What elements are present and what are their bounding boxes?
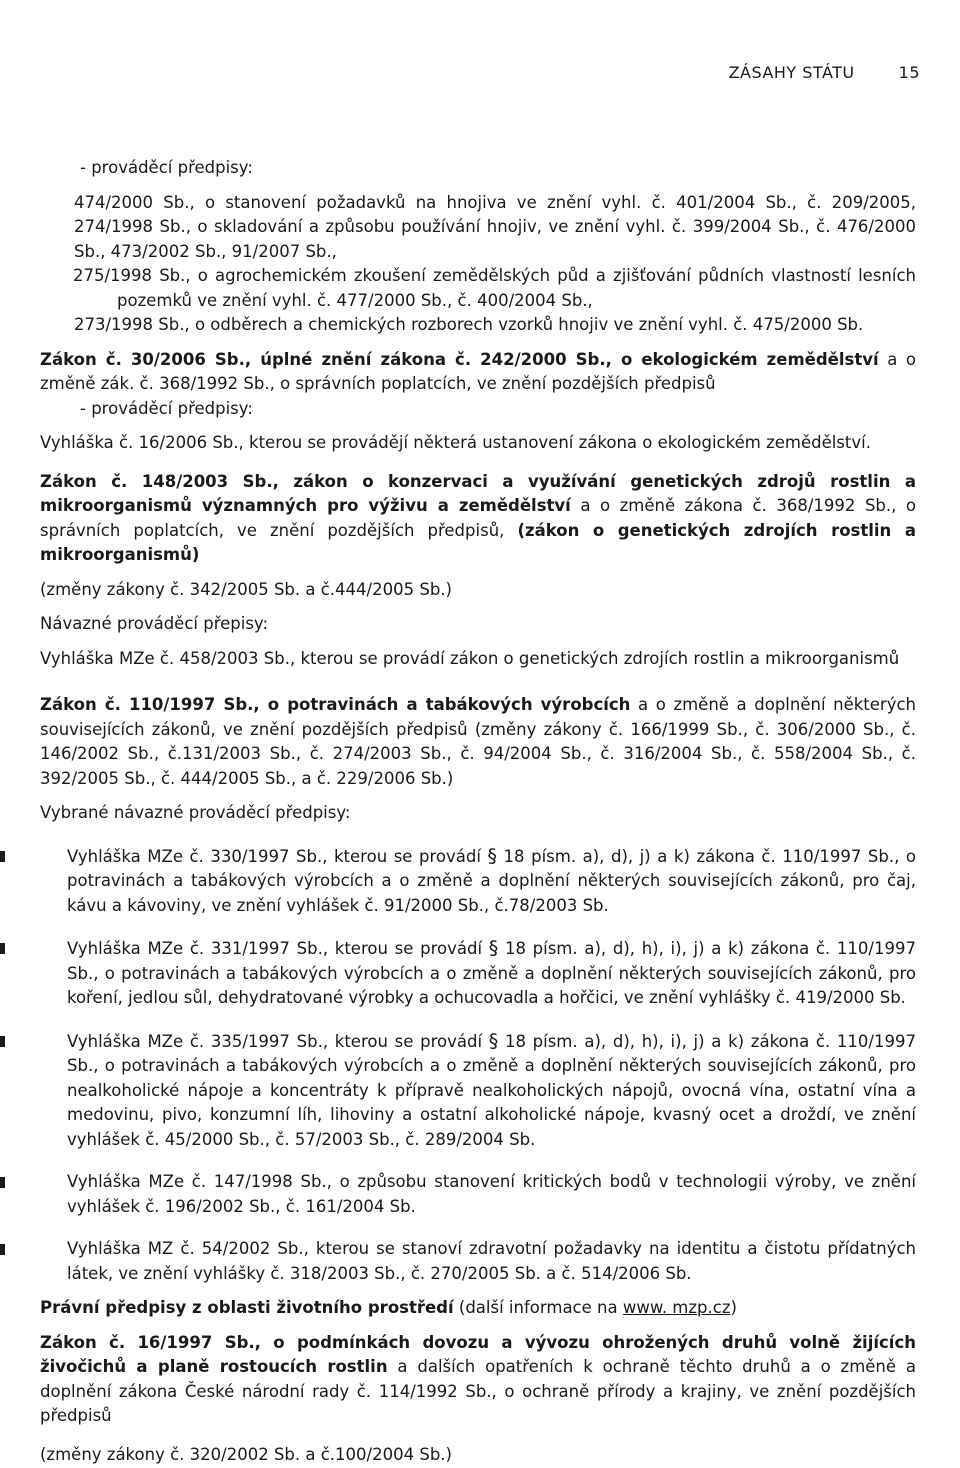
section-heading-title: Právní předpisy z oblasti životního prostředí <box>40 1298 454 1317</box>
paragraph-275-1998: 275/1998 Sb., o agrochemickém zkoušení zemědělských půd a zjišťování půdních vlastností lesních pozemků ve znění vyhl. č. 477/2000 Sb., č. 400/2004 Sb., <box>73 266 916 310</box>
list-item-text: Vyhláška MZe č. 147/1998 Sb., o způsobu stanovení kritických bodů v technologii výroby, ve znění vyhlášek č. 196/2002 Sb., č. 161/2004 Sb. <box>67 1172 916 1216</box>
dash-label-2: - prováděcí předpisy: <box>80 398 253 418</box>
zakon-16-1997-title: Zákon č. 16/1997 Sb., o podmínkách dovozu a vývozu ohrožených druhů volně žijících živočichů a planě rostoucích rostlin <box>40 1332 916 1376</box>
page-header <box>729 63 920 82</box>
bullet-marker <box>0 1177 5 1188</box>
list-item <box>40 1170 916 1219</box>
page-content <box>40 156 916 1467</box>
list-item <box>40 1237 916 1286</box>
vyhlaska-458-2003: Vyhláška MZe č. 458/2003 Sb., kterou se provádí zákon o genetických zdrojích rostlin a mikroorganismů <box>40 648 900 668</box>
paragraph-sign: § <box>488 1029 499 1052</box>
bullet-marker <box>0 851 5 862</box>
list-item-text: Vyhláška MZe č. 335/1997 Sb., kterou se provádí <box>67 1031 489 1051</box>
zakon-110-1997-title: Zákon č. 110/1997 Sb., o potravinách a tabákových výrobcích <box>40 695 631 714</box>
section-heading-environment <box>40 1296 916 1321</box>
mzp-link[interactable]: www. mzp.cz <box>622 1298 731 1317</box>
vybrane-label: Vybrané návazné prováděcí předpisy: <box>40 803 351 822</box>
zakon-148-2003 <box>40 470 916 568</box>
section-heading-text: (další informace na <box>453 1298 623 1317</box>
paragraph-sign: § <box>488 937 499 959</box>
vyhlaska-16-2006: Vyhláška č. 16/2006 Sb., kterou se provádějí některá ustanovení zákona o ekologickém zemědělství. <box>40 433 871 452</box>
zakon-30-2006 <box>40 348 916 397</box>
paragraph-sign: § <box>487 844 497 867</box>
bullet-marker <box>0 1036 5 1047</box>
page-number: 15 <box>898 63 920 82</box>
list-item-text: 18 písm. a), d), h), i), j) a k) zákona č. 110/1997 Sb., o potravinách a tabákových výrobcích a o změně a doplnění některých souvisejících zákonů, pro koření, jedlou sůl, dehydratované výrobky a ochucovadla a hořčici, ve znění vyhlášky č. 419/2000 Sb. <box>67 939 916 1007</box>
zakon-110-1997-text: a o změně a doplnění některých souvisejících zákonů, ve znění pozdějších předpisů (změny zákony č. 166/1999 Sb., č. 306/2000 Sb., č. 146/2002 Sb., č.131/2003 Sb., č. 274/2003 Sb., č. 94/2004 Sb., č. 316/2004 Sb., č. 558/2004 Sb., č. 392/2005 Sb., č. 444/2005 Sb., a č. 229/2006 Sb.) <box>40 695 917 788</box>
zakon-148-2003-text: a o změně zákona č. 368/1992 Sb., o správních poplatcích, ve znění pozdějších předpisů, <box>40 496 916 540</box>
list-item <box>40 936 916 1011</box>
list-item <box>40 1029 916 1153</box>
list-item-text: Vyhláška MZe č. 330/1997 Sb., kterou se provádí <box>67 846 488 866</box>
header-title: ZÁSAHY STÁTU <box>728 63 855 82</box>
bullet-marker <box>0 943 5 954</box>
zakon-30-2006-text: a o změně zák. č. 368/1992 Sb., o správních poplatcích, ve znění pozdějších předpisů <box>40 349 916 393</box>
section-heading-close: ) <box>730 1298 737 1317</box>
dash-label-1: - prováděcí předpisy: <box>80 158 253 177</box>
list-item <box>40 844 916 919</box>
paragraph-474-2000: 474/2000 Sb., o stanovení požadavků na hnojiva ve znění vyhl. č. 401/2004 Sb., č. 209/2005, 274/1998 Sb., o skladování a způsobu používání hnojiv, ve znění vyhl. č. 399/2004 Sb., č. 476/2000 Sb., 473/2002 Sb., 91/2007 Sb., <box>74 192 916 261</box>
zakon-148-2003-short-title: (zákon o genetických zdrojích rostlin a mikroorganismů) <box>40 520 916 564</box>
list-item-text: Vyhláška MZe č. 331/1997 Sb., kterou se provádí <box>67 939 489 958</box>
zakon-16-1997-text: a dalších opatřeních k ochraně těchto druhů a o změně a doplnění zákona České národní rady č. 114/1992 Sb., o ochraně přírody a krajiny, ve znění pozdějších předpisů <box>40 1357 916 1425</box>
list-item-text: Vyhláška MZ č. 54/2002 Sb., kterou se stanoví zdravotní požadavky na identitu a čistotu přídatných látek, ve znění vyhlášky č. 318/2003 Sb., č. 270/2005 Sb. a č. 514/2006 Sb. <box>67 1239 916 1283</box>
zakon-30-2006-title: Zákon č. 30/2006 Sb., úplné znění zákona č. 242/2000 Sb., o ekologickém zemědělství <box>40 349 879 369</box>
list-item-text: 18 písm. a), d), j) a k) zákona č. 110/1997 Sb., o potravinách a tabákových výrobcích a o změně a doplnění některých souvisejících zákonů, pro čaj, kávu a kávoviny, ve znění vyhlášek č. 91/2000 Sb., č.78/2003 Sb. <box>67 846 916 915</box>
navazne-label: Návazné prováděcí přepisy: <box>40 614 269 633</box>
zakon-148-2003-changes: (změny zákony č. 342/2005 Sb. a č.444/2005 Sb.) <box>40 579 452 599</box>
zakon-148-2003-title: Zákon č. 148/2003 Sb., zákon o konzervaci a využívání genetických zdrojů rostlin a mikroorganismů významných pro výživu a zemědělství <box>40 471 916 515</box>
zakon-110-1997 <box>40 693 916 791</box>
zakon-16-1997-changes: (změny zákony č. 320/2002 Sb. a č.100/2004 Sb.) <box>40 1444 452 1464</box>
vyhlasky-list <box>40 844 916 1287</box>
bullet-marker <box>0 1244 5 1255</box>
zakon-16-1997 <box>40 1331 916 1429</box>
paragraph-273-1998: 273/1998 Sb., o odběrech a chemických rozborech vzorků hnojiv ve znění vyhl. č. 475/2000 Sb. <box>74 315 864 334</box>
list-item-text: 18 písm. a), d), h), i), j) a k) zákona č. 110/1997 Sb., o potravinách a tabákových výrobcích a o změně a doplnění některých souvisejících zákonů, pro nealkoholické nápoje a koncentráty k přípravě nealkoholických nápojů, ovocná vína, ostatní vína a medovinu, pivo, konzumní líh, lihoviny a ostatní alkoholické nápoje, kvasný ocet a droždí, ve znění vyhlášek č. 45/2000 Sb., č. 57/2003 Sb., č. 289/2004 Sb. <box>67 1031 916 1149</box>
